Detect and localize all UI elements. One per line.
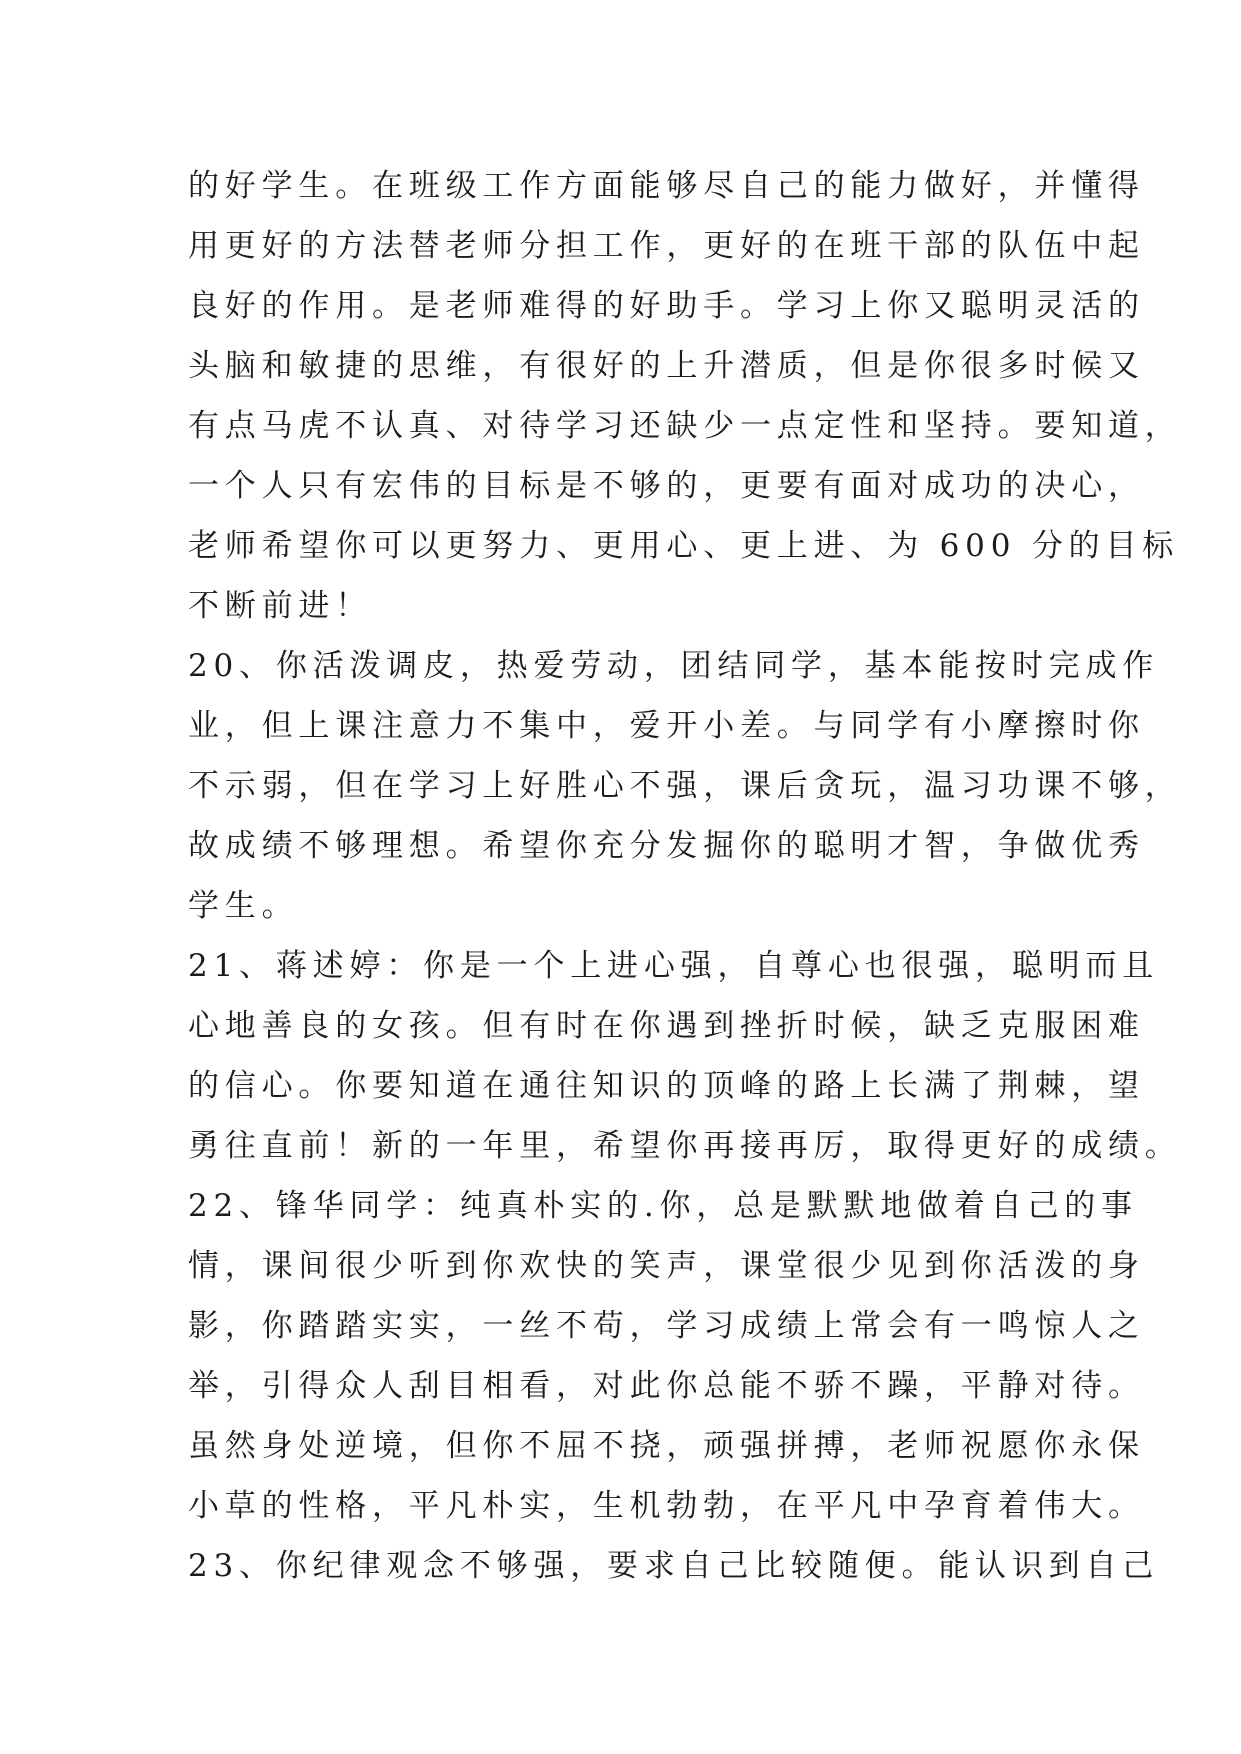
text-line: 有点马虎不认真、对待学习还缺少一点定性和坚持。要知道， <box>188 408 1182 444</box>
text-line: 情，课间很少听到你欢快的笑声，课堂很少见到你活泼的身 <box>188 1248 1145 1284</box>
text-line: 20、你活泼调皮，热爱劳动，团结同学，基本能按时完成作 <box>188 648 1160 684</box>
text-line: 的信心。你要知道在通往知识的顶峰的路上长满了荆棘，望 <box>188 1068 1145 1104</box>
text-line: 勇往直前！新的一年里，希望你再接再厉，取得更好的成绩。 <box>188 1128 1182 1164</box>
text-line: 故成绩不够理想。希望你充分发掘你的聪明才智，争做优秀 <box>188 828 1145 864</box>
text-line: 良好的作用。是老师难得的好助手。学习上你又聪明灵活的 <box>188 288 1145 324</box>
text-line: 心地善良的女孩。但有时在你遇到挫折时候，缺乏克服困难 <box>188 1008 1145 1044</box>
text-line: 举，引得众人刮目相看，对此你总能不骄不躁，平静对待。 <box>188 1368 1145 1404</box>
text-line: 的好学生。在班级工作方面能够尽自己的能力做好，并懂得 <box>188 168 1145 204</box>
text-line: 小草的性格，平凡朴实，生机勃勃，在平凡中孕育着伟大。 <box>188 1488 1145 1524</box>
text-line: 不示弱，但在学习上好胜心不强，课后贪玩，温习功课不够， <box>188 768 1182 804</box>
text-line: 用更好的方法替老师分担工作，更好的在班干部的队伍中起 <box>188 228 1145 264</box>
text-line: 学生。 <box>188 888 299 924</box>
text-line: 影，你踏踏实实，一丝不苟，学习成绩上常会有一鸣惊人之 <box>188 1308 1145 1344</box>
body-text <box>188 156 1182 1596</box>
text-line: 22、锋华同学：纯真朴实的.你，总是默默地做着自己的事 <box>188 1188 1138 1224</box>
text-line: 业，但上课注意力不集中，爱开小差。与同学有小摩擦时你 <box>188 708 1145 744</box>
text-line: 虽然身处逆境，但你不屈不挠，顽强拼搏，老师祝愿你永保 <box>188 1428 1145 1464</box>
text-line: 老师希望你可以更努力、更用心、更上进、为 600 分的目标 <box>188 528 1180 564</box>
text-line: 一个人只有宏伟的目标是不够的，更要有面对成功的决心， <box>188 468 1145 504</box>
text-line: 头脑和敏捷的思维，有很好的上升潜质，但是你很多时候又 <box>188 348 1145 384</box>
text-line: 21、蒋述婷：你是一个上进心强，自尊心也很强，聪明而且 <box>188 948 1160 984</box>
text-line: 23、你纪律观念不够强，要求自己比较随便。能认识到自己 <box>188 1548 1160 1584</box>
text-line: 不断前进！ <box>188 588 372 624</box>
